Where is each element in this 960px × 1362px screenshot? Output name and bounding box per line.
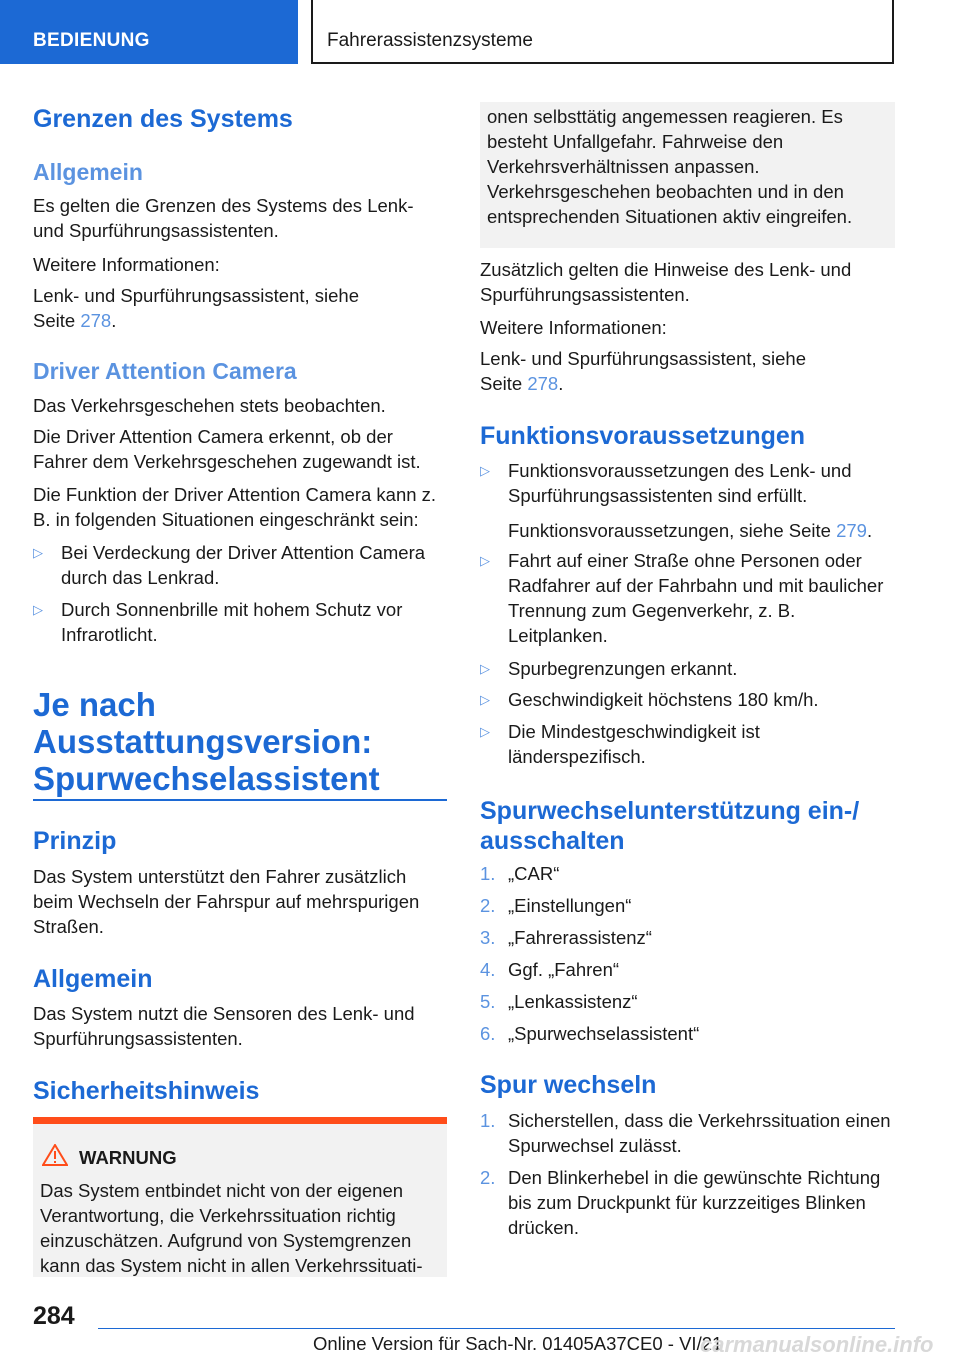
list-item (480, 1108, 895, 1168)
bullet-text: Bei Verdeckung der Driver Attention Camera durch das Lenkrad. (61, 542, 426, 588)
triangle-bullet-icon: ▷ (480, 692, 490, 707)
page-link-278[interactable]: 278 (527, 373, 559, 394)
step-number: 6. (480, 1023, 496, 1044)
step-text: Den Blinkerhebel in die gewünschte Richtung bis zum Druckpunkt für kurzzeitiges Blinken drücken. (508, 1167, 881, 1238)
heading-sicherheit: Sicherheitshinweis (33, 1077, 260, 1105)
triangle-bullet-icon: ▷ (33, 545, 43, 560)
para-allgemein-1: Es gelten die Grenzen des Systems des Lenk- und Spurführungsassistenten. (33, 195, 414, 241)
link-text: Lenk- und Spurführungsassistent, siehe (480, 348, 807, 369)
page-link-278[interactable]: 278 (80, 310, 112, 331)
section-tab (0, 0, 298, 64)
footer-divider (98, 1328, 895, 1329)
heading-ein-ausschalten (480, 796, 859, 856)
step-number: 4. (480, 959, 496, 980)
chapter-title (33, 686, 380, 797)
step-text: „CAR“ (508, 863, 560, 884)
warning-bar (33, 1117, 447, 1124)
para-weitere-2: Weitere Informationen: (480, 317, 667, 338)
list-item (480, 1165, 895, 1245)
chapter-tab (311, 0, 894, 64)
seite-label: Seite (480, 373, 528, 394)
step-number: 1. (480, 1110, 496, 1131)
para-dac-2: Die Driver Attention Camera erkennt, ob der Fahrer dem Verkehrsgeschehen zugewandt ist. (33, 426, 421, 472)
watermark: carmanualsonline.info (700, 1332, 934, 1357)
bullet-text: Die Mindestgeschwindigkeit ist länderspezifisch. (508, 721, 760, 767)
subtext-label: Funktionsvoraussetzungen, siehe Seite (508, 520, 837, 541)
para-zusatz: Zusätzlich gelten die Hinweise des Lenk- und Spurführungsassistenten. (480, 259, 852, 305)
heading-grenzen: Grenzen des Systems (33, 105, 293, 133)
page-number: 284 (33, 1302, 75, 1330)
bullet-text: Fahrt auf einer Straße ohne Personen oder Radfahrer auf der Fahrbahn und mit baulicher Trennung zum Gegenverkehr, z. B. Leitplanken. (508, 550, 884, 646)
bullet-text: Geschwindigkeit höchstens 180 km/h. (508, 689, 819, 710)
step-text: „Fahrerassistenz“ (508, 927, 652, 948)
step-text: „Einstellungen“ (508, 895, 632, 916)
list-item (480, 656, 895, 686)
heading-spur-wechseln: Spur wechseln (480, 1071, 657, 1099)
warning-box-continued (480, 102, 895, 248)
step-number: 5. (480, 991, 496, 1012)
warning-text: Das System entbindet nicht von der eigenen Verantwortung, die Verkehrssituation richtig einzuschätzen. Aufgrund von Systemgrenzen kann das System nicht in allen Verkehrssituati- (40, 1180, 423, 1276)
warning-box (33, 1117, 447, 1277)
triangle-bullet-icon: ▷ (480, 553, 490, 568)
step-text: „Spurwechselassistent“ (508, 1023, 700, 1044)
bullet-text: Funktionsvoraussetzungen des Lenk- und Spurführungsassistenten sind erfüllt. (508, 460, 852, 506)
period: . (558, 373, 564, 394)
step-number: 2. (480, 895, 496, 916)
warning-text-continued: onen selbsttätig angemessen reagieren. Es besteht Unfallgefahr. Fahrweise den Verkehrsverhältnissen anpassen. Verkehrsgeschehen beobachten und in den entsprechenden Situationen aktiv eingreifen. (487, 106, 853, 227)
step-text: Ggf. „Fahren“ (508, 959, 620, 980)
period: . (111, 310, 117, 331)
heading-funktion: Funktionsvoraussetzungen (480, 422, 806, 450)
list-item (480, 548, 895, 658)
seite-label: Seite (33, 310, 81, 331)
chapter-divider (33, 799, 447, 801)
triangle-bullet-icon: ▷ (480, 724, 490, 739)
step-number: 1. (480, 863, 496, 884)
chapter-title-line: Spurwechselassistent (33, 760, 380, 797)
list-item (33, 540, 447, 600)
link-text: Lenk- und Spurführungsassistent, siehe (33, 285, 360, 306)
chapter-title-line: Je nach (33, 686, 156, 723)
heading-prinzip: Prinzip (33, 827, 117, 855)
list-item (480, 458, 895, 553)
heading-line: ausschalten (480, 827, 625, 855)
list-item (33, 597, 447, 657)
para-link-1 (33, 283, 447, 333)
step-number: 2. (480, 1167, 496, 1188)
para-dac-3: Die Funktion der Driver Attention Camera kann z. B. in folgenden Situationen eingeschränkt sein: (33, 484, 437, 530)
para-dac-1: Das Verkehrsgeschehen stets beobachten. (33, 395, 386, 416)
heading-allgemein-1: Allgemein (33, 159, 143, 185)
bullet-text: Spurbegrenzungen erkannt. (508, 658, 738, 679)
chapter-label: Fahrerassistenzsysteme (327, 30, 533, 51)
step-number: 3. (480, 927, 496, 948)
page-link-279[interactable]: 279 (836, 520, 867, 541)
heading-line: Spurwechselunterstützung ein-/ (480, 797, 860, 825)
triangle-bullet-icon: ▷ (480, 661, 490, 676)
triangle-bullet-icon: ▷ (33, 602, 43, 617)
chapter-title-line: Ausstattungsversion: (33, 723, 373, 760)
para-allgemein-2: Das System nutzt die Sensoren des Lenk- und Spurführungsassistenten. (33, 1003, 415, 1049)
bullet-subtext (508, 518, 895, 543)
para-link-2 (480, 346, 895, 396)
warning-triangle-icon (42, 1144, 68, 1166)
list-item (480, 719, 895, 774)
para-weitere-1: Weitere Informationen: (33, 254, 220, 275)
period: . (866, 520, 873, 541)
para-prinzip: Das System unterstützt den Fahrer zusätzlich beim Wechseln der Fahrspur auf mehrspurigen Straßen. (33, 866, 420, 937)
list-item (480, 687, 895, 717)
bullet-text: Durch Sonnenbrille mit hohem Schutz vor Infrarotlicht. (61, 599, 403, 645)
section-label: BEDIENUNG (33, 30, 150, 51)
step-text: „Lenkassistenz“ (508, 991, 638, 1012)
heading-allgemein-2: Allgemein (33, 965, 153, 993)
footer-text: Online Version für Sach-Nr. 01405A37CE0 - VI/21 (313, 1333, 723, 1354)
warning-title: WARNUNG (79, 1147, 177, 1168)
steps-list (480, 861, 895, 1056)
triangle-bullet-icon: ▷ (480, 463, 490, 478)
heading-dac: Driver Attention Camera (33, 358, 297, 384)
step-text: Sicherstellen, dass die Verkehrssituation einen Spurwechsel zulässt. (508, 1110, 891, 1156)
